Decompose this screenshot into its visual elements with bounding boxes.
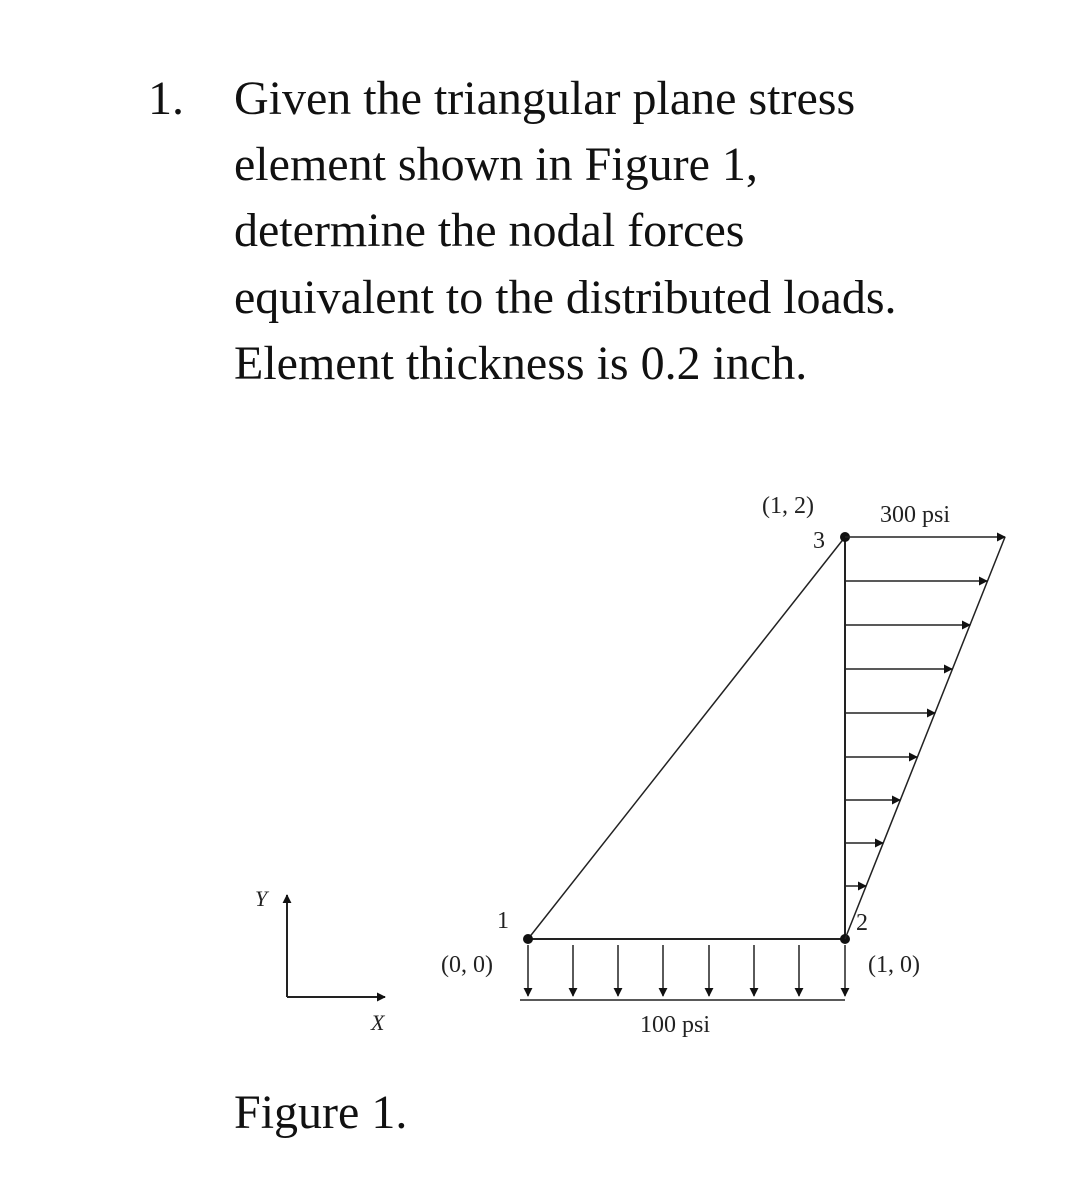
problem-number: 1. xyxy=(148,72,184,125)
node-3-coord: (1, 2) xyxy=(762,493,814,519)
problem-line-1: Given the triangular plane stress xyxy=(234,72,856,125)
node-labels xyxy=(441,493,920,978)
horizontal-load-envelope xyxy=(845,537,1005,939)
x-axis-label: X xyxy=(371,1010,385,1035)
node-2-id: 2 xyxy=(856,910,868,936)
node-1-coord: (0, 0) xyxy=(441,952,493,978)
y-axis-label: Y xyxy=(255,886,268,911)
vertical-load-label: 100 psi xyxy=(640,1012,711,1038)
triangle-element xyxy=(523,532,850,944)
horizontal-load-label: 300 psi xyxy=(880,502,951,528)
horizontal-load xyxy=(845,502,1005,939)
figure-caption: Figure 1. xyxy=(234,1086,408,1139)
problem-line-5: Element thickness is 0.2 inch. xyxy=(234,337,808,390)
node-1-id: 1 xyxy=(497,908,509,934)
coordinate-axes xyxy=(255,886,386,1035)
problem-line-2: element shown in Figure 1, xyxy=(234,138,758,191)
problem-line-4: equivalent to the distributed loads. xyxy=(234,271,897,324)
node-2-coord: (1, 0) xyxy=(868,952,920,978)
problem-line-3: determine the nodal forces xyxy=(234,204,745,257)
node-1-marker xyxy=(523,934,533,944)
node-3-id: 3 xyxy=(813,528,825,554)
triangle-edge-1-3 xyxy=(528,537,845,939)
vertical-load xyxy=(520,945,845,1038)
